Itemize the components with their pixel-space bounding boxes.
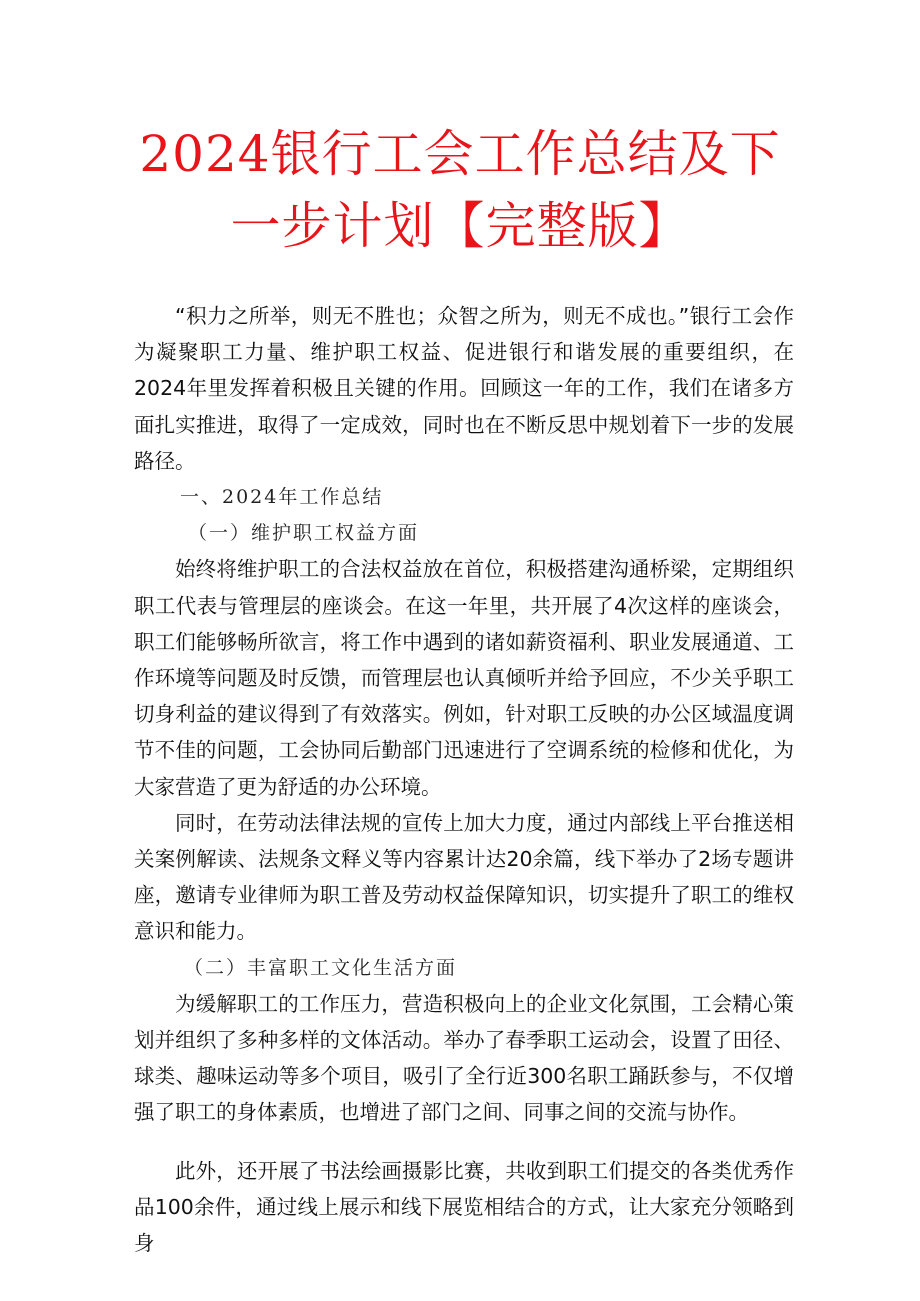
rights-paragraph-2: 同时，在劳动法律法规的宣传上加大力度，通过内部线上平台推送相关案例解读、法规条文释义等内容累计达20余篇，线下举办了2场专题讲座，邀请专业律师为职工普及劳动权益保障知识，切实提升了职工的维权意识和能力。 xyxy=(134,810,794,944)
culture-paragraph-1: 为缓解职工的工作压力，营造积极向上的企业文化氛围，工会精心策划并组织了多种多样的文体活动。举办了春季职工运动会，设置了田径、球类、趣味运动等多个项目，吸引了全行近300名职工踊跃参与，不仅增强了职工的身体素质，也增进了部门之间、同事之间的交流与协作。 xyxy=(134,991,794,1125)
document-body xyxy=(134,298,794,1261)
subsection-heading-rights: （一）维护职工权益方面 xyxy=(188,522,420,545)
rights-paragraph-1: 始终将维护职工的合法权益放在首位，积极搭建沟通桥梁，定期组织职工代表与管理层的座谈会。在这一年里，共开展了4次这样的座谈会，职工们能够畅所欲言，将工作中遇到的诸如薪资福利、职业发展通道、工作环境等问题及时反馈，而管理层也认真倾听并给予回应，不少关乎职工切身利益的建议得到了有效落实。例如，针对职工反映的办公区域温度调节不佳的问题，工会协同后勤部门迅速进行了空调系统的检修和优化，为大家营造了更为舒适的办公环境。 xyxy=(134,557,794,799)
subsection-heading-culture: （二）丰富职工文化生活方面 xyxy=(184,956,458,979)
intro-paragraph: “积力之所举，则无不胜也；众智之所为，则无不成也。”银行工会作为凝聚职工力量、维护职工权益、促进银行和谐发展的重要组织，在2024年里发挥着积极且关键的作用。回顾这一年的工作，我们在诸多方面扎实推进，取得了一定成效，同时也在不断反思中规划着下一步的发展路径。 xyxy=(134,304,794,473)
document-title: 2024银行工会工作总结及下一步计划【完整版】 xyxy=(139,125,781,255)
section-heading-work-summary: 一、2024年工作总结 xyxy=(180,486,384,509)
culture-paragraph-2: 此外，还开展了书法绘画摄影比赛，共收到职工们提交的各类优秀作品100余件，通过线上展示和线下展览相结合的方式，让大家充分领略到身 xyxy=(134,1158,794,1256)
